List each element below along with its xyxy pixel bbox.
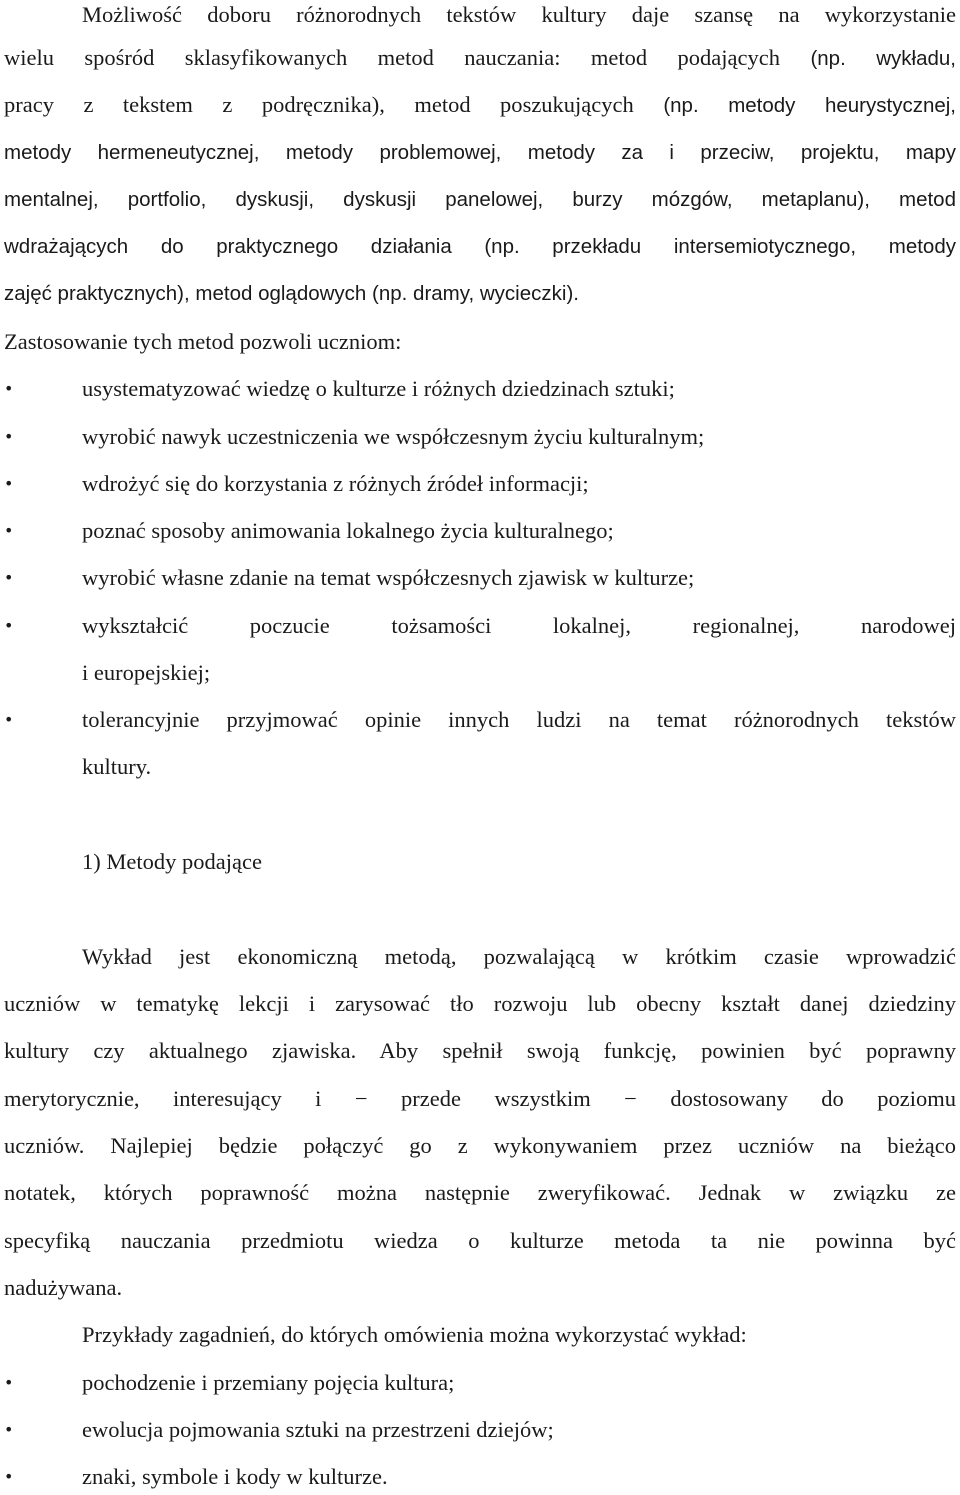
bullet-icon: • — [4, 568, 14, 587]
intro-line-4: metody hermeneutycznej, metody problemowej, metody za i przeciw, projektu, mapy — [4, 141, 956, 164]
paragraph-line: kultury czy aktualnego zjawiska. Aby spełnił swoją funkcję, powinien być poprawny — [4, 1038, 956, 1063]
intro-line-2-serif: wielu spośród sklasyfikowanych metod nauczania: metod podających — [4, 45, 780, 70]
list-item-text: usystematyzować wiedzę o kulturze i różnych dziedzinach sztuki; — [82, 376, 675, 401]
intro-line-6: wdrażających do praktycznego działania (np. przekładu intersemiotycznego, metody — [4, 235, 956, 258]
list-item-text: ewolucja pojmowania sztuki na przestrzeni dziejów; — [82, 1417, 554, 1442]
intro-line-2-sans: (np. wykładu, — [779, 47, 956, 70]
paragraph-line: specyfiką nauczania przedmiotu wiedza o kulturze metoda ta nie powinna być — [4, 1228, 956, 1253]
list-item-text: tolerancyjnie przyjmować opinie innych ludzi na temat różnorodnych tekstów — [82, 707, 956, 732]
paragraph-line: Wykład jest ekonomiczną metodą, pozwalającą w krótkim czasie wprowadzić — [82, 944, 956, 969]
bullet-icon: • — [4, 710, 14, 729]
bullet-icon: • — [4, 616, 14, 635]
paragraph-line: nadużywana. — [4, 1275, 123, 1300]
intro-line-3-sans: (np. metody heurystycznej, — [633, 94, 956, 117]
list-item-text-continued: kultury. — [82, 754, 152, 779]
bullet-icon: • — [4, 1467, 14, 1486]
intro-line-7: zajęć praktycznych), metod oglądowych (np. dramy, wycieczki). — [4, 282, 579, 305]
intro-line-2 — [4, 43, 956, 76]
examples-heading: Przykłady zagadnień, do których omówienia można wykorzystać wykład: — [82, 1322, 747, 1347]
bullet-icon: • — [4, 1373, 14, 1392]
intro-line-5: mentalnej, portfolio, dyskusji, dyskusji panelowej, burzy mózgów, metaplanu), metod — [4, 188, 956, 211]
list-item-text-continued: i europejskiej; — [82, 660, 211, 685]
application-heading: Zastosowanie tych metod pozwoli uczniom: — [4, 329, 402, 354]
bullet-icon: • — [4, 521, 14, 540]
list-item-text: wdrożyć się do korzystania z różnych źródeł informacji; — [82, 471, 589, 496]
intro-line-3-serif: pracy z tekstem z podręcznika), metod poszukujących — [4, 92, 634, 117]
bullet-icon: • — [4, 427, 14, 446]
list-item-text: wyrobić nawyk uczestniczenia we współczesnym życiu kulturalnym; — [82, 424, 705, 449]
paragraph-line: merytorycznie, interesujący i − przede wszystkim − dostosowany do poziomu — [4, 1086, 956, 1111]
list-item-text: wykształcić poczucie tożsamości lokalnej, regionalnej, narodowej — [82, 613, 956, 638]
bullet-icon: • — [4, 474, 14, 493]
paragraph-line: notatek, których poprawność można następnie zweryfikować. Jednak w związku ze — [4, 1180, 956, 1205]
list-item-text: poznać sposoby animowania lokalnego życia kulturalnego; — [82, 518, 614, 543]
intro-line-1: Możliwość doboru różnorodnych tekstów kultury daje szansę na wykorzystanie — [82, 2, 956, 27]
list-item-text: znaki, symbole i kody w kulturze. — [82, 1464, 388, 1489]
paragraph-line: uczniów w tematykę lekcji i zarysować tło rozwoju lub obecny kształt danej dziedziny — [4, 991, 956, 1016]
list-item-text: wyrobić własne zdanie na temat współczesnych zjawisk w kulturze; — [82, 565, 695, 590]
bullet-icon: • — [4, 379, 14, 398]
section-title: 1) Metody podające — [82, 849, 262, 874]
bullet-icon: • — [4, 1420, 14, 1439]
intro-line-3 — [4, 90, 956, 123]
paragraph-line: uczniów. Najlepiej będzie połączyć go z wykonywaniem przez uczniów na bieżąco — [4, 1133, 956, 1158]
list-item-text: pochodzenie i przemiany pojęcia kultura; — [82, 1370, 455, 1395]
